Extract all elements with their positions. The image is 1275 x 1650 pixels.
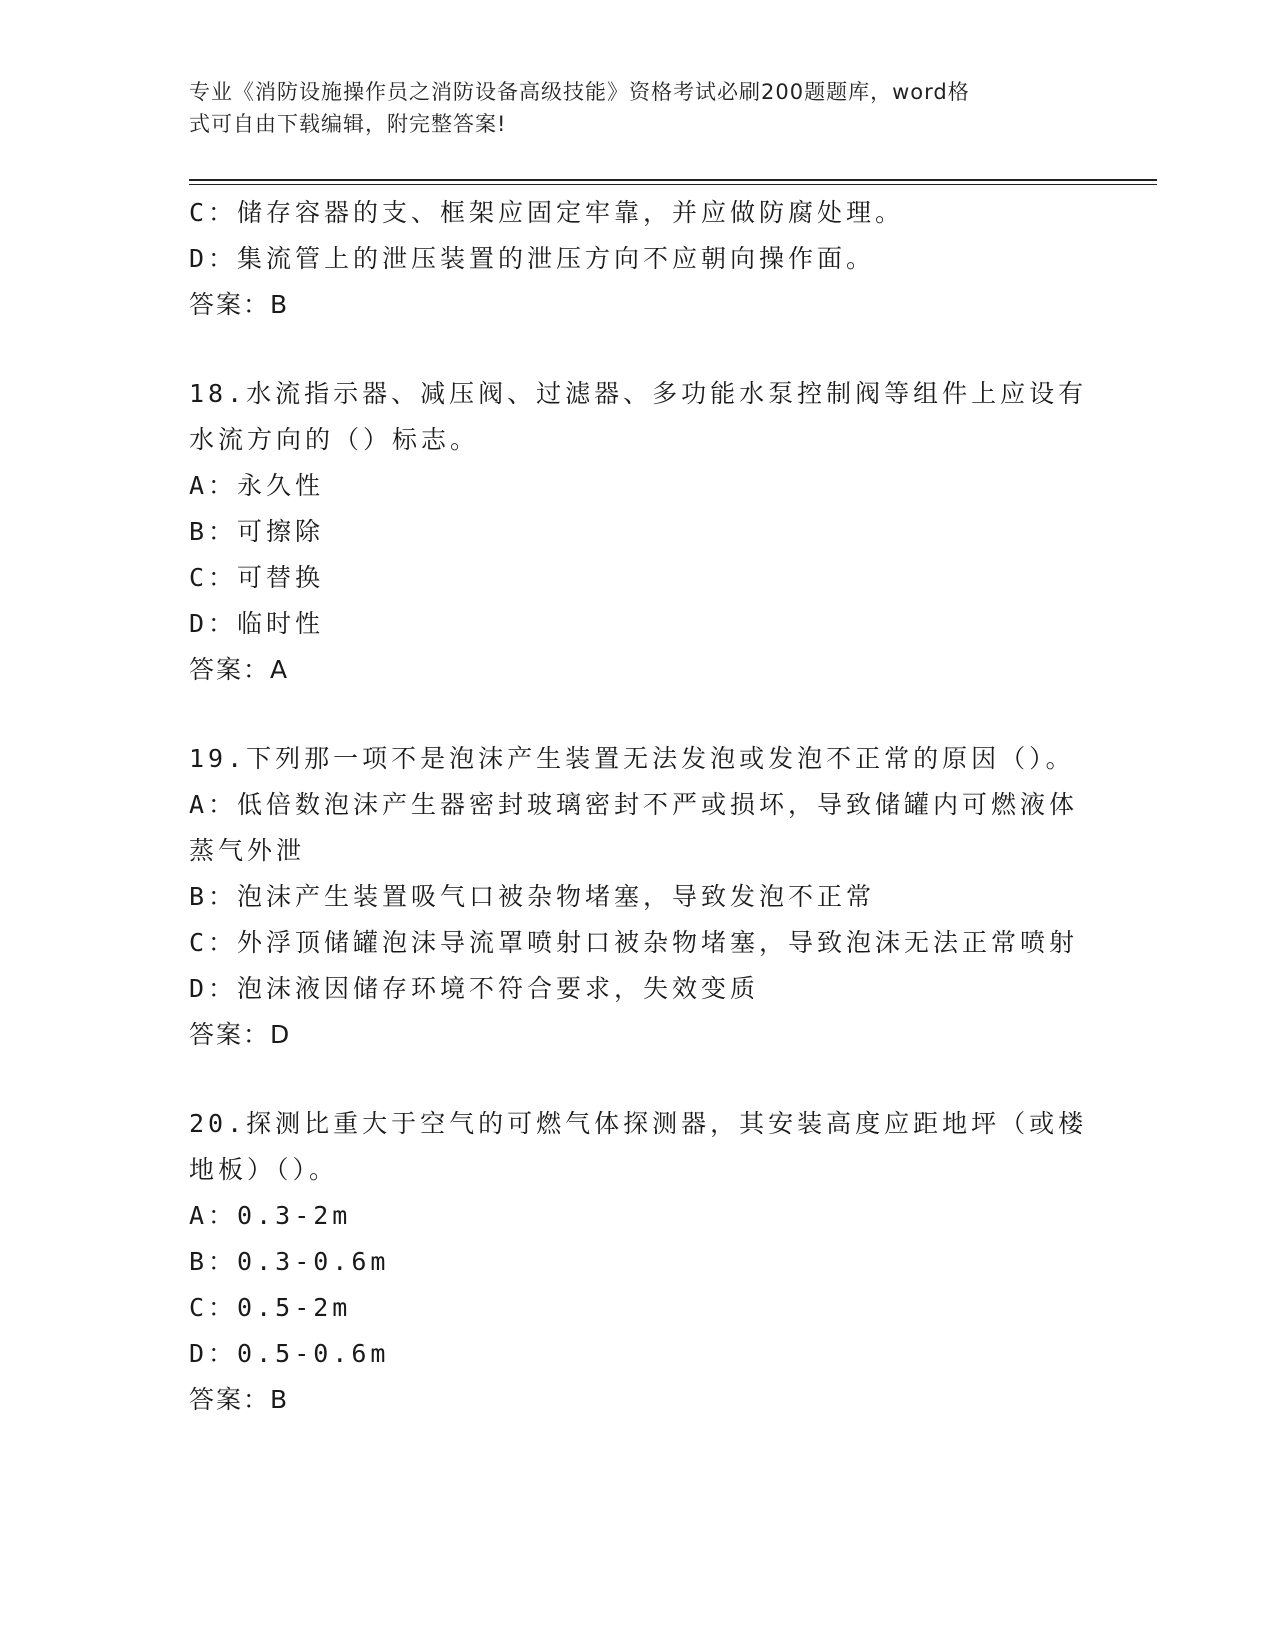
option-a-continued: 蒸气外泄 [189, 836, 306, 865]
answer-line: 答案：B [189, 290, 290, 319]
option-a: A：0.3-2m [189, 1201, 352, 1230]
option-d: D：集流管上的泄压装置的泄压方向不应朝向操作面。 [189, 244, 876, 273]
option-a: A：低倍数泡沫产生器密封玻璃密封不严或损坏，导致储罐内可燃液体 [189, 790, 1079, 819]
option-b: B：0.3-0.6m [189, 1247, 390, 1276]
option-d: D：泡沫液因储存环境不符合要求，失效变质 [189, 974, 760, 1003]
header-line-2: 式可自由下载编辑，附完整答案! [189, 112, 507, 136]
header-divider-thin [189, 184, 1157, 185]
question-stem: 20.探测比重大于空气的可燃气体探测器，其安装高度应距地坪（或楼 [189, 1109, 1088, 1138]
answer-line: 答案：A [189, 655, 290, 684]
document-header [189, 76, 1069, 140]
question-19 [189, 736, 1089, 1058]
header-line-1: 专业《消防设施操作员之消防设备高级技能》资格考试必刷200题题库，word格 [189, 80, 970, 104]
question-20 [189, 1101, 1089, 1423]
question-stem: 19.下列那一项不是泡沫产生装置无法发泡或发泡不正常的原因（）。 [189, 744, 1075, 773]
option-b: B：泡沫产生装置吸气口被杂物堵塞，导致发泡不正常 [189, 882, 876, 911]
header-divider-thick [189, 179, 1157, 181]
question-stem: 地板）（）。 [189, 1155, 339, 1184]
question-stem: 18.水流指示器、减压阀、过滤器、多功能水泵控制阀等组件上应设有 [189, 379, 1088, 408]
option-d: D：临时性 [189, 609, 325, 638]
option-b: B：可擦除 [189, 517, 325, 546]
option-c: C：0.5-2m [189, 1293, 352, 1322]
document-body [189, 190, 1089, 1423]
answer-line: 答案：B [189, 1385, 290, 1414]
option-c: C：储存容器的支、框架应固定牢靠，并应做防腐处理。 [189, 198, 905, 227]
question-17-tail [189, 190, 1089, 328]
option-a: A：永久性 [189, 471, 325, 500]
question-stem: 水流方向的（）标志。 [189, 425, 480, 454]
option-c: C：外浮顶储罐泡沫导流罩喷射口被杂物堵塞，导致泡沫无法正常喷射 [189, 928, 1079, 957]
option-c: C：可替换 [189, 563, 325, 592]
option-d: D：0.5-0.6m [189, 1339, 390, 1368]
answer-line: 答案：D [189, 1020, 292, 1049]
question-18 [189, 371, 1089, 693]
